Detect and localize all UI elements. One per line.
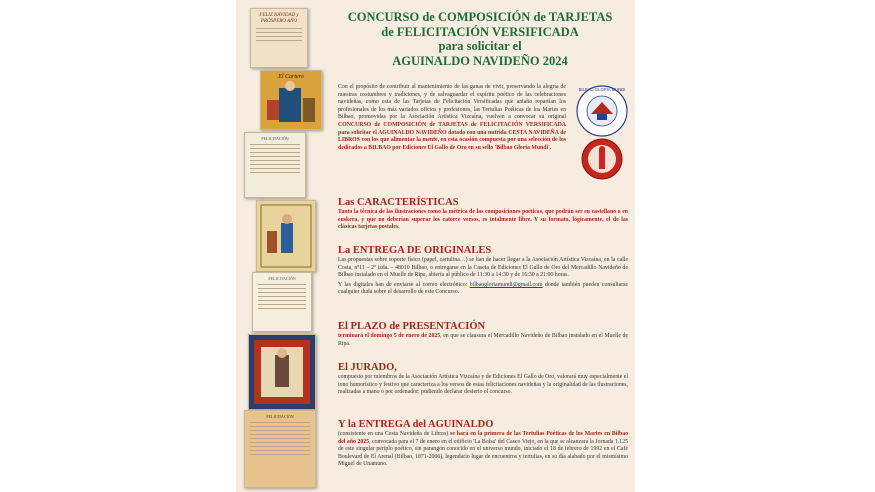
vintage-cards-column: [238, 0, 326, 492]
card-blue-figure: [256, 200, 316, 272]
asociacion-artistica-seal: [575, 137, 629, 181]
section-heading: La ENTREGA DE ORIGINALES: [338, 245, 492, 256]
section-heading: Y la ENTREGA del AGUINALDO: [338, 419, 494, 430]
figure-illustration: [257, 201, 315, 271]
intro-paragraph: Con el propósito de contribuir al mantenimiento de las ganas de vivir, preservando la alegría de nuestras costumbres y tradiciones, y de salvaguardar el espíritu poético de las celebraciones navideñas, como esta de las Tarjetas de Felicitación Versificadas que antaño repartían los profesionales de los más variados oficios y profesiones, las Tertulias Poéticas de los Martes en Bilbao, promovidas por la Asociación Artística Vizcaína, vuelven a convocar su original CONCURSO de COMPOSICIÓN de TARJETAS de FELICITACIÓN VERSIFICADA para solicitar el AGUINALDO NAVIDEÑO dotado con una nutrida CESTA NAVIDEÑA de LIBROS con los que alimentar la mente, en esta ocasión compuesta por una selección de los dedicados a BILBAO por Ediciones El Gallo de Oro en su sello 'Bilbao Gloria Mundi'.: [338, 84, 566, 151]
bilbao-gloria-mundi-seal: [575, 84, 629, 138]
section-entrega-originales: [338, 244, 628, 297]
section-entrega-aguinaldo: [338, 418, 628, 469]
card-felicitacion-2: FELICITACIÓN: [252, 272, 312, 332]
card-feliz-navidad: FELIZ NAVIDAD y PRÓSPERO AÑO: [250, 8, 308, 68]
postman-illustration: [261, 80, 321, 130]
contest-title: CONCURSO de COMPOSICIÓN de TARJETAS de FELICITACIÓN VERSIFICADA para solicitar el AGUINALDO NAVIDEÑO 2024: [347, 10, 613, 68]
section-text: terminará el domingo 5 de enero de 2025, en que se clausura el Mercadillo Navideño de Bilbao instalado en el Muelle de Ripa.: [338, 333, 629, 347]
section-text-email: Y las digitales han de enviarse al correo electrónico: bilbaogloriamundi@gmail.com donde también pueden consultarse cualquier duda sobre el desarrollo de este Concurso.: [338, 281, 628, 296]
section-text: compuesto por miembros de la Asociación Artística Vizcaína y de Ediciones El Gallo de Oro, valorará muy especialmente el tono humorístico y festivo que caracteriza a los versos de estas felicitaciones navideñas y la originalidad de las ilustraciones, realizadas a mano o por ordenador; pudiendo declarar desierto el concurso.: [338, 374, 628, 396]
section-text: Tanto la técnica de las ilustraciones como la métrica de las composiciones poéticas, que podrán ser en castellano o en euskera, y que no deberían superar los catorce versos, es totalmente libre. Y su formato, lógicamente, el de las clásicas tarjetas postales.: [338, 209, 628, 231]
card-felicitacion-3: FELICITACIÓN: [244, 410, 316, 488]
card-felicitacion-1: FELICITACIÓN: [244, 132, 306, 198]
svg-text:BILBAO GLORIA MUNDI: BILBAO GLORIA MUNDI: [578, 87, 626, 92]
section-plazo: [338, 320, 628, 348]
section-heading: El PLAZO de PRESENTACIÓN: [338, 321, 486, 332]
email-link[interactable]: bilbaogloriamundi@gmail.com: [469, 281, 543, 288]
section-caracteristicas: [338, 196, 628, 232]
section-text: (consistente en una Cesta Navideña de Libros) se hará en la primera de las Tertulias Poéticas de los Martes en Bilbao del año 2025, convocada para el 7 de enero en el edificio 'La Bolsa' del Casco Viejo, en la que se alcanzará la Jornada 1.125 de este singular periplo poético, sin parangón conocido en el universo mundo, iniciado el 18 de febrero de 1992 en el Café Boulevard de El Arenal (Bilbao, 1871-2006), legendario lugar de encuentros y tertulias, en su día alabado por el mismísimo Miguel de Unamuno.: [338, 431, 628, 468]
section-jurado: [338, 361, 628, 397]
card-ornate-red: [248, 334, 316, 410]
section-text: Las propuestas sobre soporte físico (papel, cartulina…) se han de hacer llegar a la Asociación Artística Vizcaína, en la calle Costa, nº11 – 2º izda. – 48010 Bilbao, o entregarse en la Caseta de Ediciones El Gallo de Oro del Mercadillo Navideño de Bilbao instalado en el Muelle de Ripa, abierta al público de 11:30 a 14:30 y de 16:30 a 21:00 horas.: [338, 257, 628, 279]
section-heading: El JURADO,: [338, 362, 397, 373]
section-heading: Las CARACTERÍSTICAS: [338, 197, 459, 208]
card-el-cartero: El Cartero: [260, 70, 322, 130]
ornate-illustration: [249, 335, 315, 409]
